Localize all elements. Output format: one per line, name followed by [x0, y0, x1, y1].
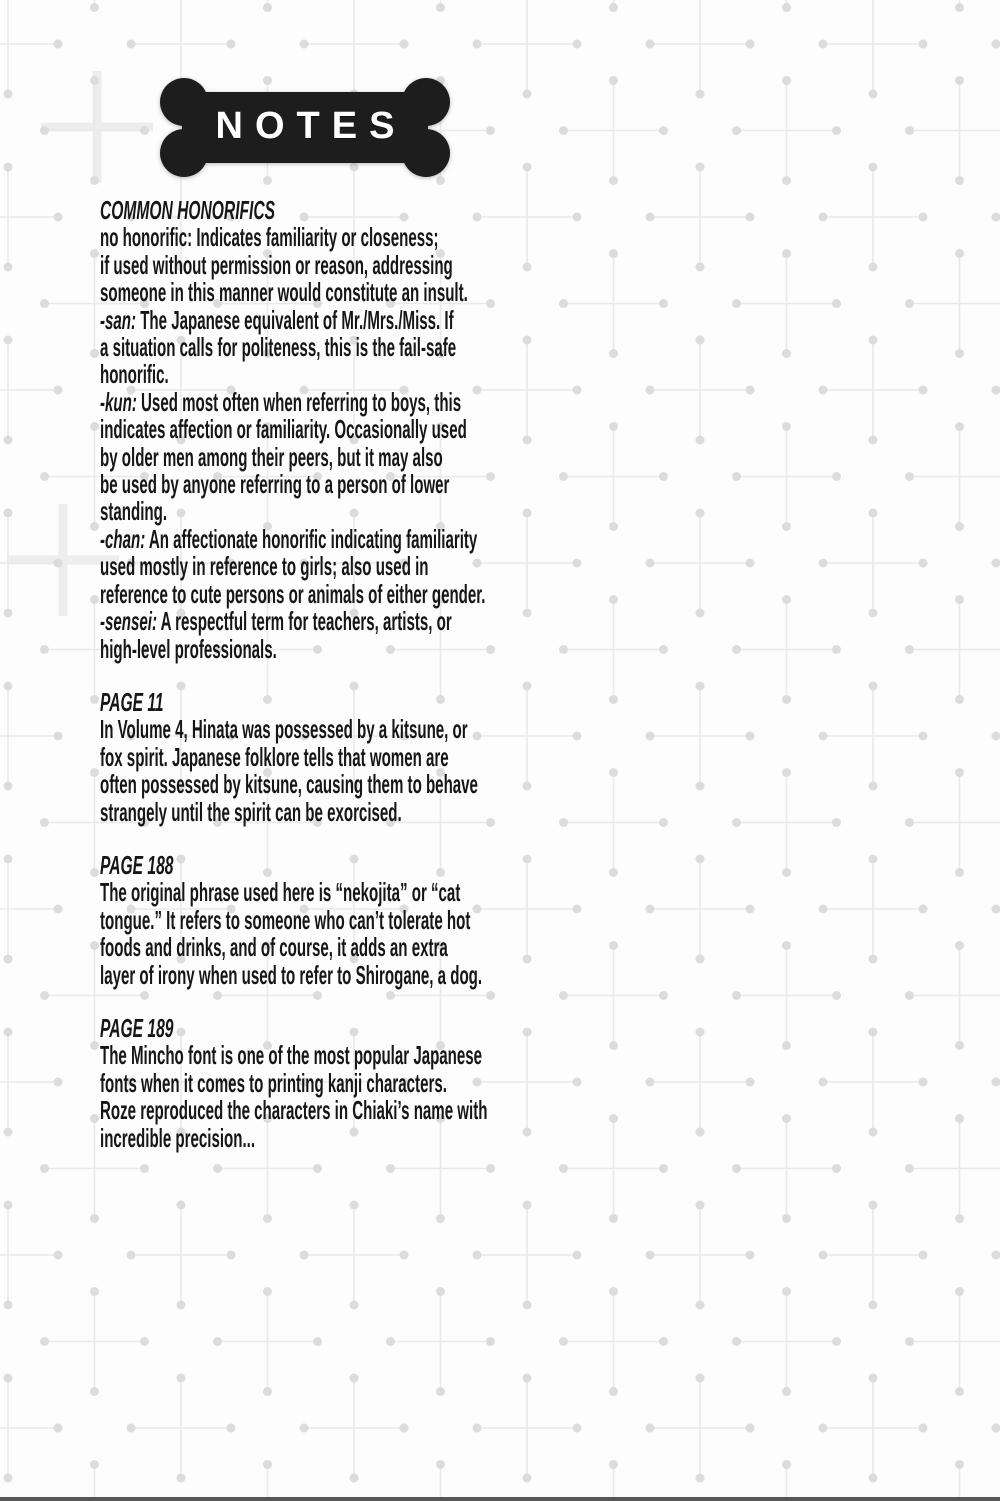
note-line: [100, 578, 486, 609]
note-text: a situation calls for politeness, this is the fail-safe: [100, 332, 457, 363]
honorific-term: -san:: [100, 304, 137, 335]
honorific-term: -kun:: [100, 386, 137, 417]
note-line: [100, 1040, 483, 1071]
note-text: someone in this manner would constitute an insult.: [100, 277, 468, 308]
note-line: [100, 469, 450, 500]
note-section: [100, 1012, 660, 1153]
note-line: [100, 1095, 488, 1126]
note-line: [100, 498, 425, 525]
note-text: foods and drinks, and of course, it adds an extra: [100, 932, 448, 963]
note-section: [100, 686, 660, 827]
note-text: standing.: [100, 496, 168, 527]
note-text: no honorific: Indicates familiarity or closeness;: [100, 222, 439, 253]
note-text: The Mincho font is one of the most popular Japanese: [100, 1040, 483, 1071]
note-line: [100, 361, 425, 388]
section-heading: PAGE 11: [100, 686, 164, 717]
note-line: [100, 796, 425, 827]
note-line: [100, 332, 457, 363]
note-text: fox spirit. Japanese folklore tells that women are: [100, 741, 449, 772]
notes-header-bone: [158, 77, 452, 178]
honorific-term: -sensei:: [100, 606, 157, 637]
note-line: [100, 441, 443, 472]
note-text: In Volume 4, Hinata was possessed by a kitsune, or: [100, 714, 468, 745]
note-text: Roze reproduced the characters in Chiaki’s name with: [100, 1095, 488, 1126]
note-text: layer of irony when used to refer to Shirogane, a dog.: [100, 959, 483, 990]
note-line: [100, 551, 429, 582]
note-line: [100, 386, 462, 417]
note-line: [100, 959, 483, 990]
note-text: by older men among their peers, but it may also: [100, 441, 443, 472]
note-line: [100, 877, 461, 908]
note-section: [100, 197, 660, 663]
note-text: An affectionate honorific indicating familiarity: [145, 523, 478, 554]
note-line: [100, 249, 453, 280]
honorific-term: -chan:: [100, 523, 146, 554]
note-text: reference to cute persons or animals of either gender.: [100, 578, 486, 609]
note-text: be used by anyone referring to a person of lower: [100, 469, 450, 500]
note-text: A respectful term for teachers, artists, or: [156, 606, 452, 637]
section-heading: PAGE 188: [100, 849, 174, 880]
note-text: high-level professionals.: [100, 633, 277, 664]
note-line: [100, 932, 448, 963]
note-line: [100, 741, 449, 772]
note-text: The original phrase used here is “nekojita” or “cat: [100, 877, 461, 908]
page-title: NOTES: [215, 105, 407, 147]
section-heading: COMMON HONORIFICS: [100, 195, 276, 225]
note-line: [100, 904, 471, 935]
note-line: [100, 606, 452, 637]
note-line: [100, 304, 454, 335]
note-line: [100, 1122, 425, 1153]
notes-body: [100, 197, 660, 1178]
section-heading: PAGE 189: [100, 1012, 174, 1043]
note-line: [100, 633, 425, 664]
note-line: [100, 714, 468, 745]
note-text: used mostly in reference to girls; also used in: [100, 551, 429, 582]
note-text: fonts when it comes to printing kanji characters.: [100, 1067, 447, 1098]
note-line: [100, 277, 468, 308]
note-text: honorific.: [100, 359, 169, 390]
note-line: [100, 523, 478, 554]
note-line: [100, 769, 478, 800]
note-line: [100, 222, 439, 253]
note-text: Used most often when referring to boys, this: [136, 386, 462, 417]
note-text: indicates affection or familiarity. Occasionally used: [100, 414, 467, 445]
note-text: tongue.” It refers to someone who can’t tolerate hot: [100, 904, 471, 935]
note-text: often possessed by kitsune, causing them to behave: [100, 769, 478, 800]
note-line: [100, 414, 467, 445]
bottom-edge-bar: [0, 1497, 1000, 1501]
note-text: The Japanese equivalent of Mr./Mrs./Miss. If: [136, 304, 454, 335]
note-text: incredible precision...: [100, 1122, 256, 1153]
note-section: [100, 849, 660, 990]
note-text: if used without permission or reason, addressing: [100, 249, 453, 280]
note-text: strangely until the spirit can be exorcised.: [100, 796, 402, 827]
note-line: [100, 1067, 447, 1098]
